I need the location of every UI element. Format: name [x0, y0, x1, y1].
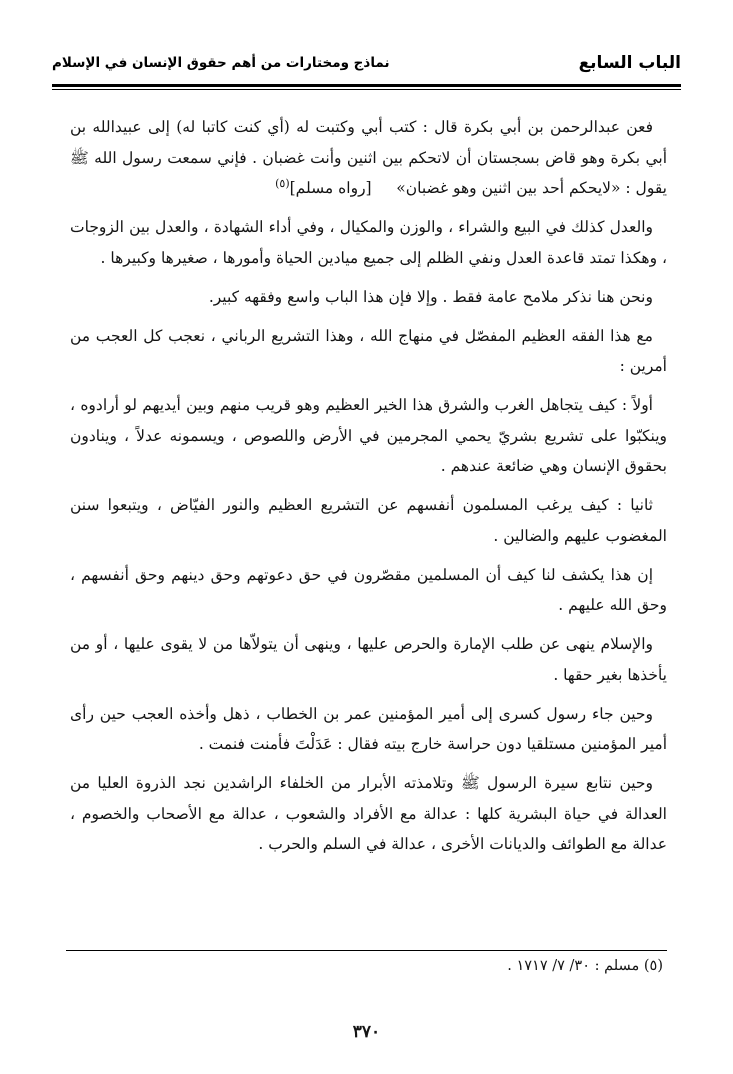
paragraph-2: والعدل كذلك في البيع والشراء ، والوزن والمكيال ، وفي أداء الشهادة ، والعدل بين الزوجات ، وهكذا تمتد قاعدة العدل ونفي الظلم إلى جميع ميادين الحياة وأمورها ، صغيرها وكبيرها . — [70, 218, 667, 267]
book-title: نماذج ومختارات من أهم حقوق الإنسان في الإسلام — [52, 55, 390, 71]
citation-text: [رواه مسلم] — [289, 179, 372, 197]
header-rule — [52, 84, 681, 87]
paragraph-8: والإسلام ينهى عن طلب الإمارة والحرص عليها ، وينهى أن يتولاّها من لا يقوى عليها ، أو من يأخذها بغير حقها . — [70, 635, 667, 684]
page-number: ٣٧٠ — [352, 1022, 381, 1042]
paragraph-9: وحين جاء رسول كسرى إلى أمير المؤمنين عمر بن الخطاب ، ذهل وأخذه العجب حين رأى أمير المؤمنين مستلقيا دون حراسة خارج بيته فقال : عَدَلْتَ فأمنت فنمت . — [70, 704, 667, 753]
paragraph-3: ونحن هنا نذكر ملامح عامة فقط . وإلا فإن هذا الباب واسع وفقهه كبير. — [208, 287, 653, 306]
header-rule-thin — [52, 89, 681, 90]
paragraph-10: وحين نتابع سيرة الرسول ﷺ وتلامذته الأبرار من الخلفاء الراشدين نجد الذروة العليا من العدالة في حياة البشرية كلها : عدالة مع الأفراد والشعوب ، عدالة مع الأصحاب والخصوم ، عدالة مع الطوائف والديانات الأخرى ، عدالة في السلم والحرب . — [70, 774, 667, 853]
citation — [275, 176, 391, 197]
footnote-marker: (٥) — [275, 176, 290, 190]
paragraph-7: إن هذا يكشف لنا كيف أن المسلمين مقصّرون في حق دعوتهم وحق دينهم وحق أنفسهم ، وحق الله عليهم . — [70, 565, 667, 614]
footnote: (٥) مسلم : ٣٠/ ٧/ ١٧١٧ . — [507, 958, 663, 974]
paragraph-1 — [70, 112, 667, 204]
paragraph-4: مع هذا الفقه العظيم المفصّل في منهاج الله ، وهذا التشريع الرباني ، نعجب كل العجب من أمرين : — [70, 326, 667, 375]
paragraph-6: ثانيا : كيف يرغب المسلمون أنفسهم عن التشريع العظيم والنور الفيّاض ، ويتبعوا سنن المغضوب عليهم والضالين . — [70, 496, 667, 545]
paragraph-1-text: فعن عبدالرحمن بن أبي بكرة قال : كتب أبي وكتبت له (أي كنت كاتبا له) إلى عبيدالله بن أبي بكرة وهو قاض بسجستان أن لاتحكم بين اثنين وأنت غضبان . فإني سمعت رسول الله ﷺ يقول : «لايحكم أحد بين اثنين وهو غضبان» — [70, 118, 667, 197]
body-text — [70, 112, 667, 868]
running-header — [52, 46, 681, 80]
chapter-title: الباب السابع — [578, 53, 681, 73]
paragraph-5: أولاً : كيف يتجاهل الغرب والشرق هذا الخير العظيم وهو قريب منهم وبين أيديهم لو أرادوه ، وينكبّوا على تشريع بشريّ يحمي المجرمين في الأرض واللصوص ، ويسمونه عدلاً ، وينادون بحقوق الإنسان وهي ضائعة عندهم . — [70, 396, 667, 475]
footnote-rule — [66, 950, 667, 951]
